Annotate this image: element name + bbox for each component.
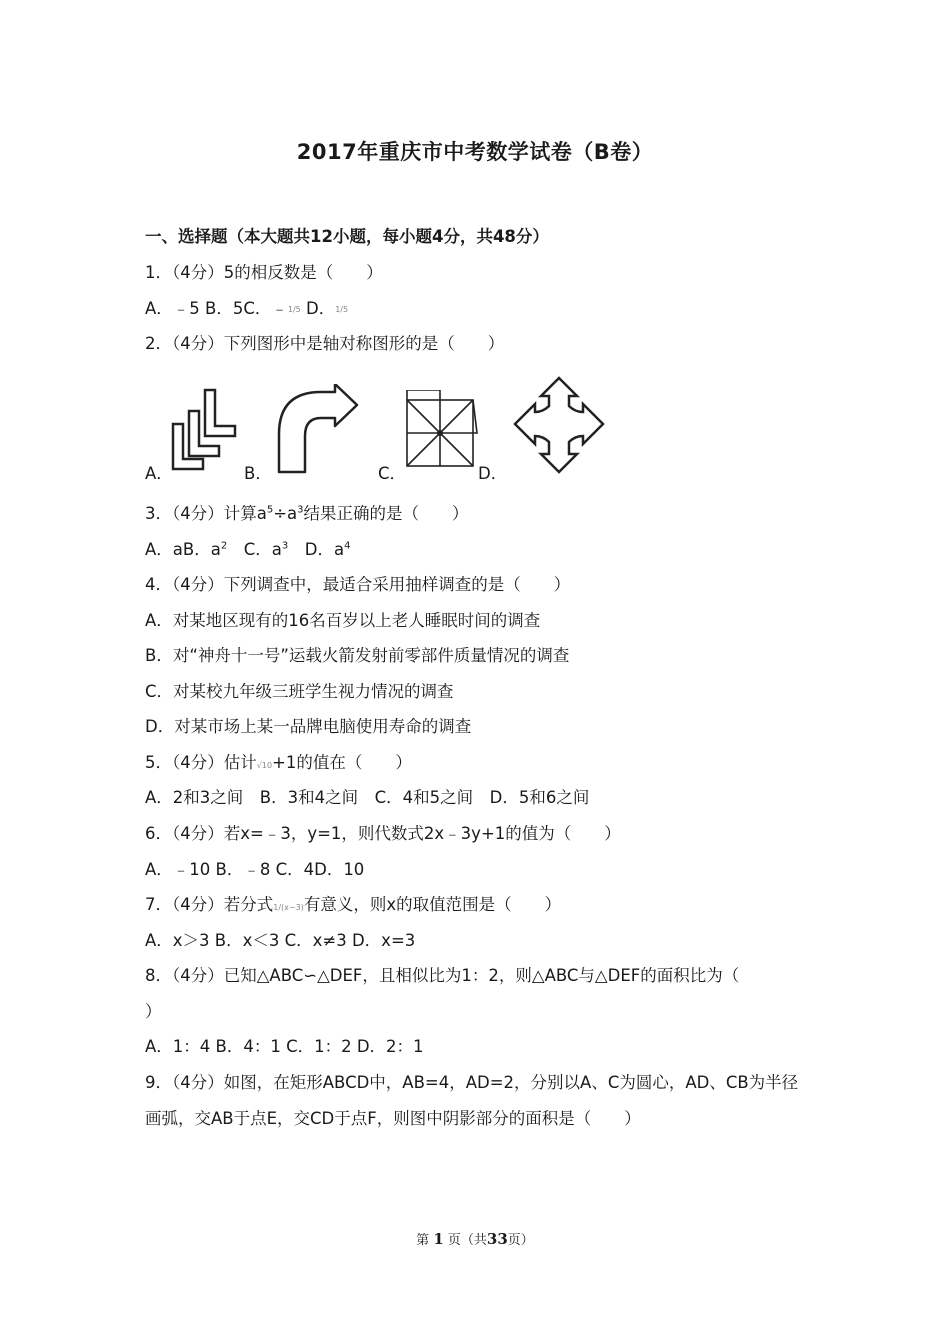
- page-number: 1: [433, 1230, 444, 1248]
- question-8-stem-cont: ）: [145, 1002, 162, 1021]
- question-4-stem: 4．（4分）下列调查中，最适合采用抽样调查的是（ ）: [145, 575, 571, 594]
- question-8-stem: 8．（4分）已知△ABC∽△DEF，且相似比为1：2，则△ABC与△DEF的面积比为（: [145, 966, 740, 985]
- question-3-stem: 3．（4分）计算$a^5\div a^3$结果正确的是（ ）: [145, 504, 469, 523]
- question-1-stem: 1．（4分）5的相反数是（ ）: [145, 263, 383, 282]
- page-footer: 第 1 页（共33页）: [416, 1230, 534, 1248]
- exam-title: 2017年重庆市中考数学试卷（B卷）: [296, 140, 654, 164]
- question-3-options: A．aB．$a^2$ C．$a^3$ D．$a^4$: [145, 540, 351, 559]
- section-heading: 一、选择题（本大题共12小题，每小题4分，共48分）: [145, 227, 549, 246]
- question-8-options: A．1：4 B．4：1 C．1：2 D．2：1: [145, 1037, 424, 1056]
- pinwheel-figure: [403, 390, 478, 470]
- question-7-stem: 7．（4分）若分式1/(x−3)有意义，则x的取值范围是（ ）: [145, 895, 562, 914]
- figure-c-label: C．: [378, 464, 407, 483]
- bent-arrow-figure: [273, 384, 363, 474]
- question-4-option-d: D．对某市场上某一品牌电脑使用寿命的调查: [145, 717, 472, 736]
- four-arrow-figure: [513, 376, 605, 476]
- question-1-options: A．﹣5 B．5C．﹣1/5 D．1/5: [145, 299, 349, 318]
- question-4-option-c: C．对某校九年级三班学生视力情况的调查: [145, 682, 454, 701]
- fraction: 1/5: [287, 305, 301, 314]
- question-6-stem: 6．（4分）若x=﹣3，y=1，则代数式2x﹣3y+1的值为（ ）: [145, 824, 621, 843]
- l-shapes-figure: [169, 386, 239, 471]
- question-2-stem: 2．（4分）下列图形中是轴对称图形的是（ ）: [145, 334, 505, 353]
- fraction: 1/5: [335, 305, 349, 314]
- radical: √10: [256, 761, 273, 770]
- question-6-options: A．﹣10 B．﹣8 C．4D．10: [145, 860, 365, 879]
- question-4-option-a: A．对某地区现有的16名百岁以上老人睡眠时间的调查: [145, 611, 541, 630]
- figure-b-label: B．: [244, 464, 272, 483]
- question-2-figures: [145, 376, 645, 486]
- figure-a-label: A．: [145, 464, 173, 483]
- page-total: 33: [486, 1230, 508, 1248]
- question-5-stem: 5．（4分）估计√10+1的值在（ ）: [145, 753, 412, 772]
- figure-d-label: D．: [478, 464, 508, 483]
- question-5-options: A．2和3之间 B．3和4之间 C．4和5之间 D．5和6之间: [145, 788, 590, 807]
- question-9-stem: 9．（4分）如图，在矩形ABCD中，AB=4，AD=2，分别以A、C为圆心，AD、CB为半径: [145, 1073, 799, 1092]
- question-9-stem-cont: 画弧，交AB于点E，交CD于点F，则图中阴影部分的面积是（ ）: [145, 1109, 641, 1128]
- fraction: 1/(x−3): [273, 903, 304, 912]
- question-4-option-b: B．对“神舟十一号”运载火箭发射前零部件质量情况的调查: [145, 646, 570, 665]
- question-7-options: A．x＞3 B．x＜3 C．x≠3 D．x=3: [145, 931, 416, 950]
